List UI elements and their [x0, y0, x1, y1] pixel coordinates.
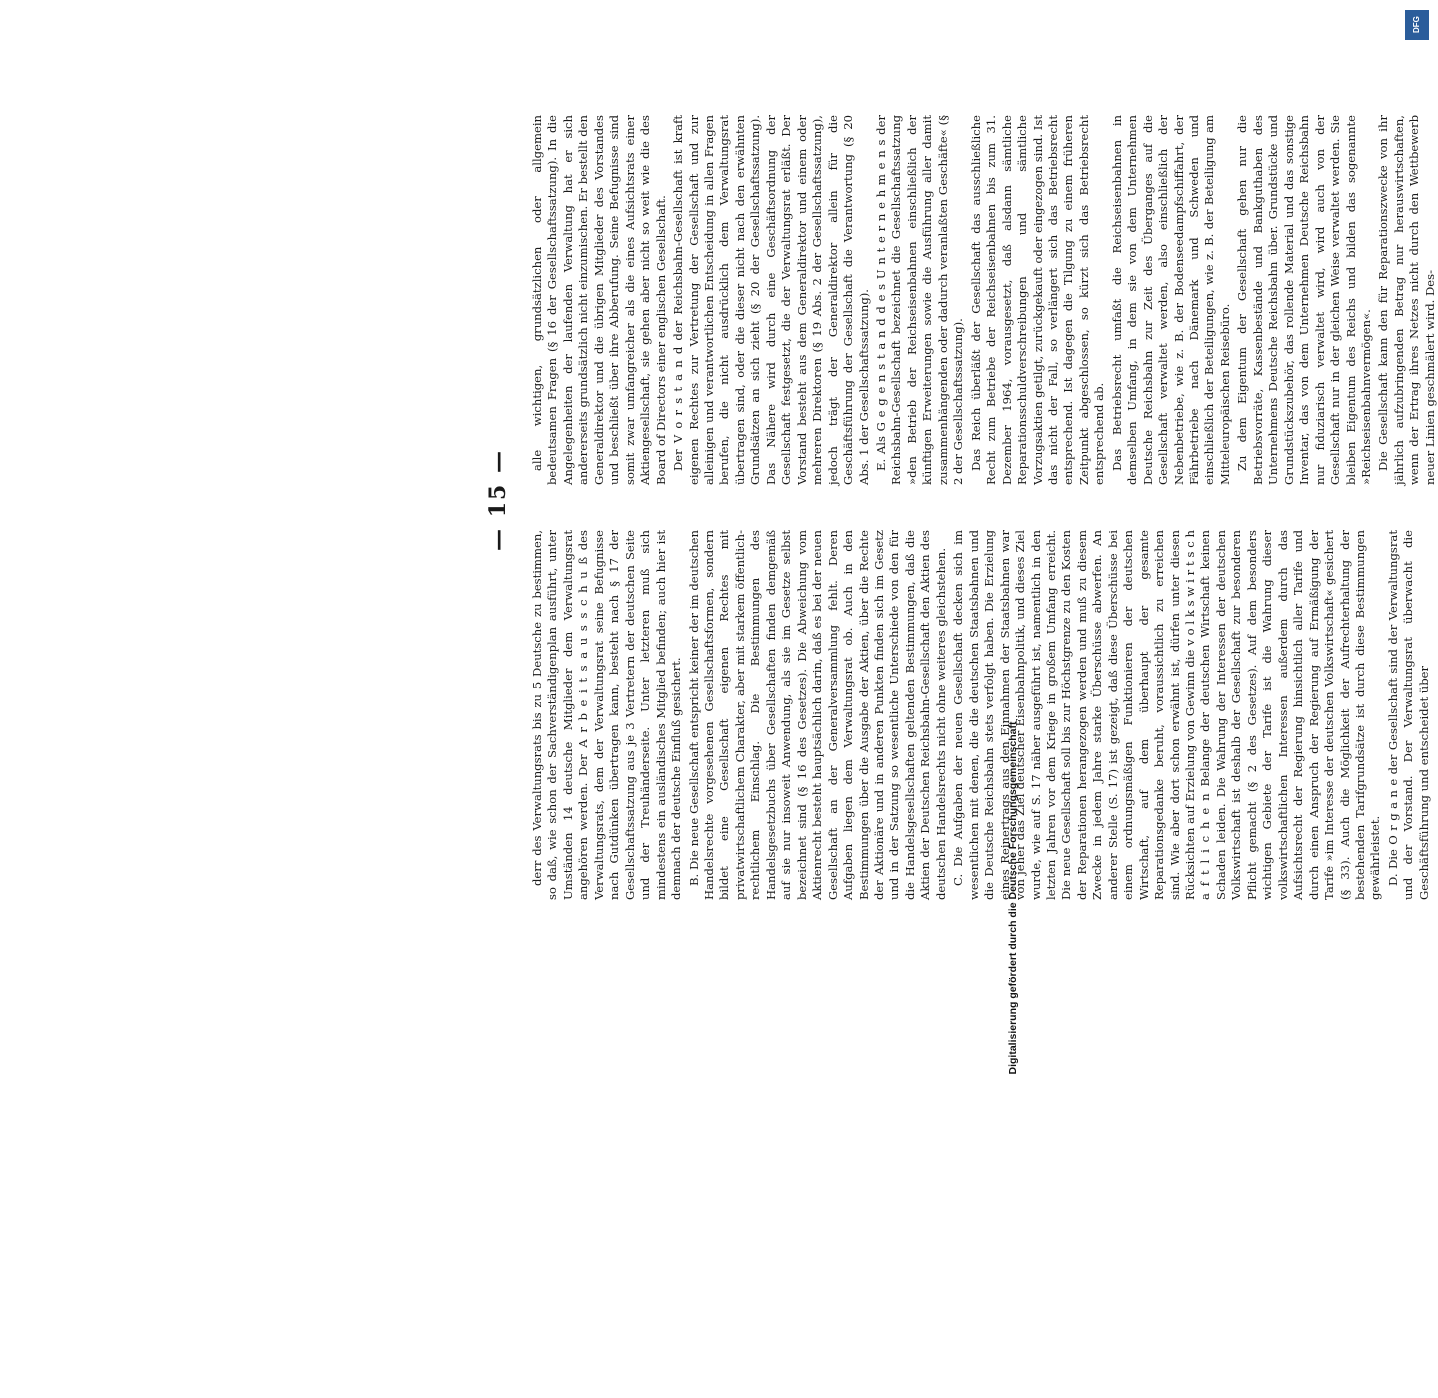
paragraph: Der V o r s t a n d der Reichsbahn-Gesellschaft ist kraft eigenen Rechtes zur Vertretung der Gesellschaft und zur alleinigen und verantwortlichen Entscheidung in allen Fragen berufen, die nicht ausdrücklich dem Verwaltungsrat übertragen sind, oder die dieser nicht nach den erwähnten Grundsätzen an sich zieht (§ 20 der Gesellschaftssatzung). Das Nähere wird durch eine Geschäftsordnung der Gesellschaft festgesetzt, die der Verwaltungsrat erläßt. Der Vorstand besteht aus dem Generaldirektor und einem oder mehreren Direktoren (§ 19 Abs. 2 der Gesellschaftssatzung), jedoch trägt der Generaldirektor allein für die Geschäftsführung der Gesellschaft die Verantwortung (§ 20 Abs. 1 der Gesellschaftssatzung). — [671, 115, 871, 485]
paragraph: Das Reich überläßt der Gesellschaft das ausschließliche Recht zum Betriebe der Reichseisenbahnen bis zum 31. Dezember 1964, vorausgesetzt, daß alsdann sämtliche Reparationsschuldverschreibungen und sämtliche Vorzugsaktien getilgt, zurückgekauft oder eingezogen sind. Ist das nicht der Fall, so verlängert sich das Betriebsrecht entsprechend. Ist dagegen die Tilgung zu einem früheren Zeitpunkt abgeschlossen, so kürzt sich das Betriebsrecht entsprechend ab. — [968, 115, 1107, 485]
paragraph: Zu dem Eigentum der Gesellschaft gehen nur die Betriebsvorräte, Kassenbestände und Bankguthaben des Unternehmens Deutsche Reichsbahn über. Grundstücke und Grundstückszubehör, das rollende Material und das sonstige Inventar, das von dem Unternehmen Deutsche Reichsbahn nur fiduziarisch verwaltet wird, wird auch von der Gesellschaft nur in der gleichen Weise verwaltet werden. Sie bleiben Eigentum des Reichs und bilden das sogenannte »Reichseisenbahnvermögen«. — [1235, 115, 1374, 485]
paragraph: C. Die Aufgaben der neuen Gesellschaft decken sich im wesentlichen mit denen, die die deutschen Staatsbahnen und die Deutsche Reichsbahn stets verfolgt haben. Die Erzielung eines Reinertrags aus den Einnahmen der Staatsbahnen war von jeher das Ziel deutscher Eisenbahnpolitik, und dieses Ziel wurde, wie auf S. 17 näher ausgeführt ist, namentlich in den letzten Jahren vor dem Kriege in großem Umfang erreicht. Die neue Gesellschaft soll bis zur Höchstgrenze zu den Kosten der Reparationen herangezogen werden und muß zu diesem Zwecke in jedem Jahre starke Überschüsse abwerfen. An anderer Stelle (S. 17) ist gezeigt, daß diese Überschüsse bei einem ordnungsmäßigen Funktionieren der deutschen Wirtschaft, auf dem überhaupt der gesamte Reparationsgedanke beruht, voraussichtlich zu erreichen sind. Wie aber dort schon erwähnt ist, dürfen unter diesen Rücksichten auf Erzielung von Gewinn die v o l k s w i r t s c h a f t l i c h e n Belange der deutschen Wirtschaft keinen Schaden leiden. Die Wahrung der Interessen der deutschen Volkswirtschaft ist deshalb der Gesellschaft zur besonderen Pflicht gemacht (§ 2 des Gesetzes). Auf dem besonders wichtigen Gebiete der Tarife ist die Wahrung dieser volkswirtschaftlichen Interessen außerdem durch das Aufsichtsrecht der Regierung hinsichtlich aller Tarife und durch einen Anspruch der Regierung auf Ermäßigung der Tarife »im Interesse der deutschen Volkswirtschaft« gesichert (§ 33). Auch die Möglichkeit der Aufrechterhaltung der bestehenden Tarifgrundsätze ist durch diese Bestimmungen gewährleistet. — [951, 530, 1383, 900]
paragraph: D. Die O r g a n e der Gesellschaft sind der Verwaltungsrat und der Vorstand. Der Verwaltungsrat überwacht die Geschäftsführung und entscheidet über — [1385, 530, 1431, 900]
paragraph: alle wichtigen, grundsätzlichen oder allgemein bedeutsamen Fragen (§ 16 der Gesellschaftssatzung). In die Angelegenheiten der laufenden Verwaltung hat er sich andererseits grundsätzlich nicht einzumischen. Er bestellt den Generaldirektor und die übrigen Mitglieder des Vorstandes und beschließt über ihre Abberufung. Seine Befugnisse sind somit zwar umfangreicher als die eines Aufsichtsrats einer Aktiengesellschaft, sie gehen aber nicht so weit wie die des Board of Directors einer englischen Gesellschaft. — [530, 115, 668, 485]
paragraph: E. Als G e g e n s t a n d d e s U n t e r n e h m e n s der Reichsbahn-Gesellschaft bezeichnet die Gesellschaftssatzung »den Betrieb der Reichseisenbahnen einschließlich der künftigen Erweiterungen sowie die Ausführung aller damit zusammenhängenden oder dadurch veranlaßten Geschäfte« (§ 2 der Gesellschaftssatzung). — [873, 115, 966, 485]
paragraph: derr des Verwaltungsrats bis zu 5 Deutsche zu bestimmen, so daß, wie schon der Sachverständigenplan ausführt, unter Umständen 14 deutsche Mitglieder dem Verwaltungsrat angehören werden. Der A r b e i t s a u s s c h u ß des Verwaltungsrats, dem der Verwaltungsrat seine Befugnisse nach Gutdünken übertragen kann, besteht nach § 17 der Gesellschaftssatzung aus je 3 Vertretern der deutschen Seite und der Treuhänderseite. Unter letzteren muß sich mindestens ein ausländisches Mitglied befinden; auch hier ist demnach der deutsche Einfluß gesichert. — [530, 530, 684, 900]
dfg-logo: DFG — [1405, 10, 1429, 40]
paragraph: Das Betriebsrecht umfaßt die Reichseisenbahnen in demselben Umfang, in dem sie von dem Unternehmen Deutsche Reichsbahn zur Zeit des Überganges auf die Gesellschaft verwaltet werden, also einschließlich der Nebenbetriebe, wie z. B. der Bodenseedampfschiffahrt, der Fährbetriebe nach Dänemark und Schweden und einschließlich der Beteiligungen, wie z. B. der Beteiligung am Mitteleuropäischen Reisebüro. — [1109, 115, 1232, 485]
text-column-left — [530, 530, 1431, 900]
paragraph: B. Die neue Gesellschaft entspricht keiner der im deutschen Handelsrechte vorgesehenen Gesellschaftsformen, sondern bildet eine Gesellschaft eigenen Rechtes mit privatwirtschaftlichem Charakter, aber mit starkem öffentlich-rechtlichem Einschlag. Die Bestimmungen des Handelsgesetzbuchs über Gesellschaften finden demgemäß auf sie nur insoweit Anwendung, als sie im Gesetze selbst bezeichnet sind (§ 16 des Gesetzes). Die Abweichung vom Aktienrecht besteht hauptsächlich darin, daß es bei der neuen Gesellschaft an der Generalversammlung fehlt. Deren Aufgaben liegen dem Verwaltungsrat ob. Auch in den Bestimmungen über die Ausgabe der Aktien, über die Rechte der Aktionäre und in anderen Punkten finden sich im Gesetz und in der Satzung so wesentliche Unterschiede von den für die Handelsgesellschaften geltenden Bestimmungen, daß die Aktien der Deutschen Reichsbahn-Gesellschaft den Aktien des deutschen Handelsrechts nicht ohne weiteres gleichstehen. — [686, 530, 948, 900]
funding-note: Digitalisierung gefördert durch die Deutsche Forschungsgemeinschaft — [1007, 721, 1019, 1075]
page-number: — 15 — — [485, 449, 511, 551]
text-column-right — [530, 115, 1437, 485]
paragraph: Die Gesellschaft kann den für Reparationszwecke von ihr jährlich aufzubringenden Betrag nur herauswirtschaften, wenn der Ertrag ihres Netzes nicht durch den Wettbewerb neuer Linien geschmälert wird. Des- — [1376, 115, 1437, 485]
